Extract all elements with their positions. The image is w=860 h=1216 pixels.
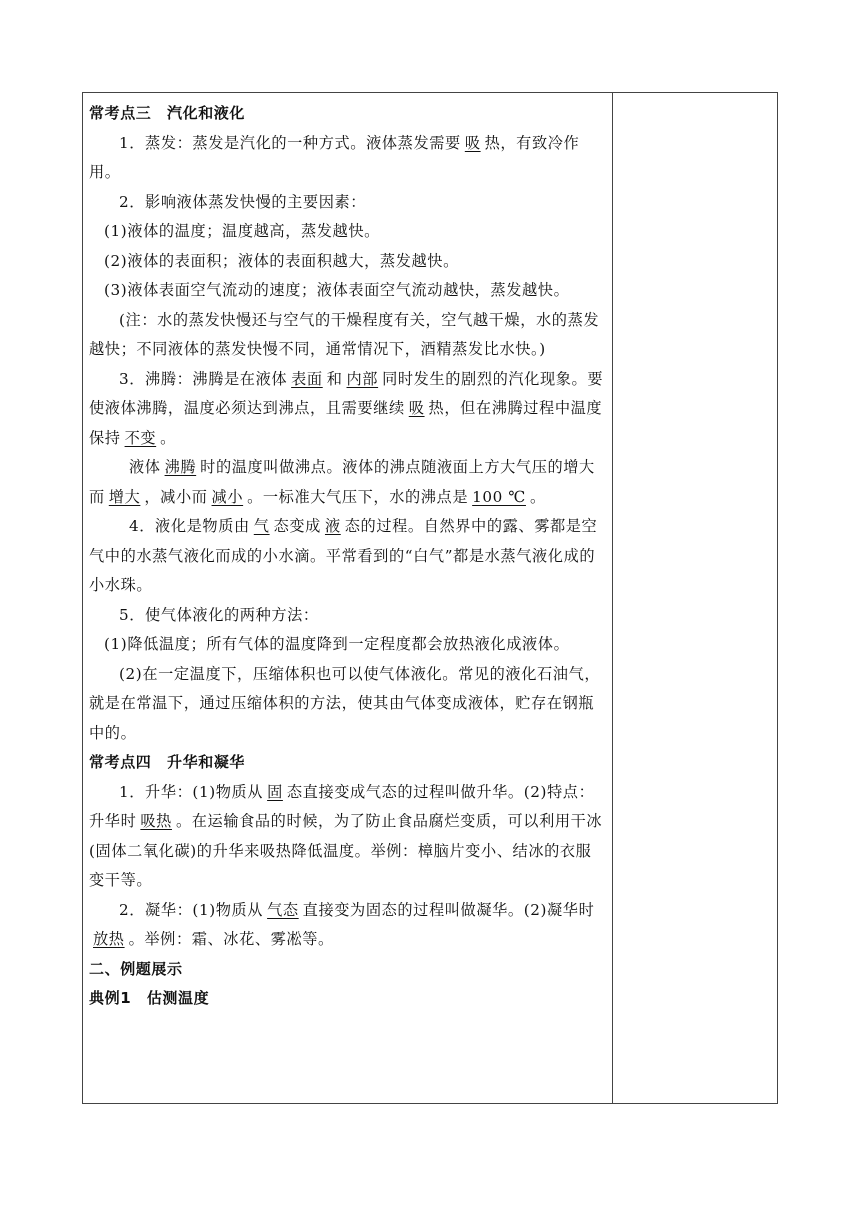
answer-blank: 沸腾 xyxy=(164,458,197,476)
example-1-heading: 典例1 估测温度 xyxy=(89,989,210,1007)
paragraph-methods: 5．使气体液化的两种方法： xyxy=(119,605,319,624)
answer-blank: 吸 xyxy=(464,133,481,152)
section-heading-vaporization: 常考点三 汽化和液化 xyxy=(89,104,246,122)
answer-blank: 放热 xyxy=(93,930,125,948)
answer-blank: 吸 xyxy=(408,399,425,417)
paragraph-method-1: (1)降低温度；所有气体的温度降到一定程度都会放热液化成液体。 xyxy=(104,635,570,653)
answer-blank: 100 ℃ xyxy=(472,487,526,506)
answer-blank: 吸热 xyxy=(140,812,172,830)
paragraph-boiling: 3．沸腾：沸腾是在液体 表面 和 内部 同时发生的剧烈的汽化现象。要使液体沸腾，温度必须达到沸点，且需要继续 吸 热，但在沸腾过程中温度保持 不变 。 xyxy=(89,369,604,447)
answer-blank: 内部 xyxy=(346,369,379,388)
notes-column xyxy=(614,93,777,1103)
paragraph-evaporation: 1．蒸发：蒸发是汽化的一种方式。液体蒸发需要 吸 热，有致冷作用。 xyxy=(89,133,580,181)
answer-blank: 固 xyxy=(267,782,283,801)
paragraph-boiling-point: 液体 沸腾 时的温度叫做沸点。液体的沸点随液面上方大气压的增大而 增大 ，减小而 减小 。一标准大气压下，水的沸点是 100 ℃ 。 xyxy=(89,458,595,506)
paragraph-factor-2: (2)液体的表面积；液体的表面积越大，蒸发越快。 xyxy=(104,251,459,270)
section-heading-sublimation: 常考点四 升华和凝华 xyxy=(89,753,246,771)
answer-blank: 气 xyxy=(253,517,270,535)
answer-blank: 不变 xyxy=(124,428,157,447)
column-divider xyxy=(612,93,613,1103)
answer-blank: 增大 xyxy=(108,487,141,506)
content-column xyxy=(89,99,607,1014)
paragraph-factor-3: (3)液体表面空气流动的速度；液体表面空气流动越快，蒸发越快。 xyxy=(104,281,570,299)
answer-blank: 表面 xyxy=(291,369,323,388)
paragraph-factors: 2．影响液体蒸发快慢的主要因素： xyxy=(119,192,367,211)
section-heading-examples: 二、例题展示 xyxy=(89,959,183,978)
paragraph-sublimation: 1．升华：(1)物质从 固 态直接变成气态的过程叫做升华。(2)特点：升华时 吸热 。在运输食品的时候，为了防止食品腐烂变质，可以利用干冰(固体二氧化碳)的升华来吸热降低温度。举例：樟脑片变小、结冰的衣服变干等。 xyxy=(89,782,603,889)
paragraph-note: (注：水的蒸发快慢还与空气的干燥程度有关，空气越干燥，水的蒸发越快；不同液体的蒸发快慢不同，通常情况下，酒精蒸发比水快。) xyxy=(89,310,600,358)
paragraph-liquefaction: 4．液化是物质由 气 态变成 液 态的过程。自然界中的露、雾都是空气中的水蒸气液化而成的小水滴。平常看到的“白气”都是水蒸气液化成的小水珠。 xyxy=(89,517,598,594)
answer-blank: 液 xyxy=(324,517,341,535)
answer-blank: 减小 xyxy=(211,487,244,506)
lesson-table xyxy=(82,92,778,1104)
answer-blank: 气态 xyxy=(267,900,299,919)
paragraph-factor-1: (1)液体的温度；温度越高，蒸发越快。 xyxy=(104,222,380,240)
paragraph-deposition: 2．凝华：(1)物质从 气态 直接变为固态的过程叫做凝华。(2)凝华时放热 。举例：霜、冰花、雾凇等。 xyxy=(89,896,607,955)
paragraph-method-2: (2)在一定温度下，压缩体积也可以使气体液化。常见的液化石油气，就是在常温下，通过压缩体积的方法，使其由气体变成液体，贮存在钢瓶中的。 xyxy=(89,664,601,742)
